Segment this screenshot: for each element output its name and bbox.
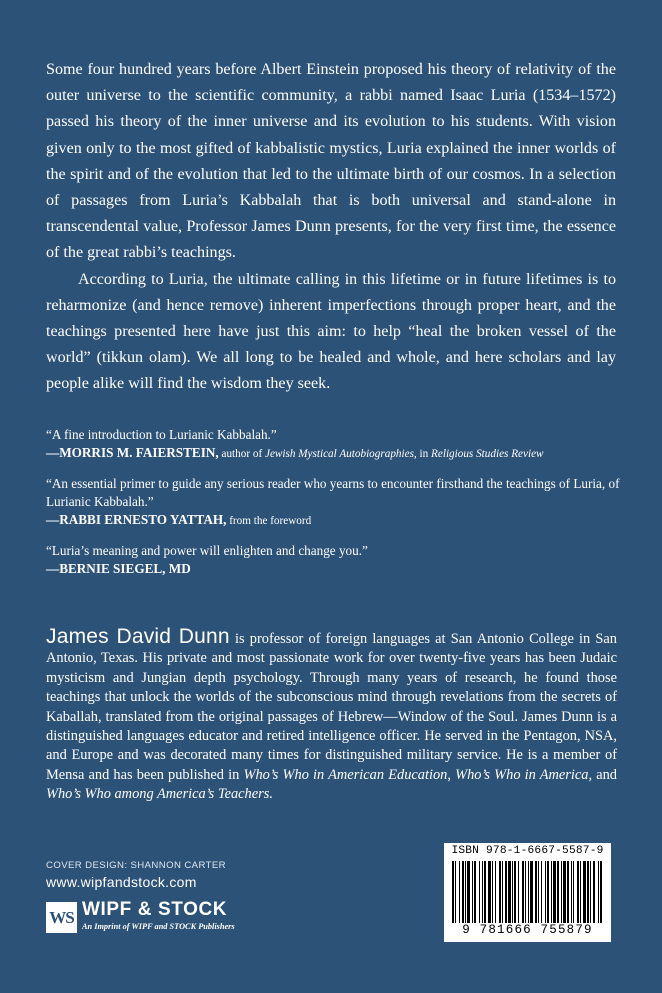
publisher-website[interactable]: www.wipfandstock.com — [46, 874, 197, 890]
book-description — [46, 57, 616, 398]
credits — [46, 860, 346, 890]
endorser-name: —BERNIE SIEGEL, MD — [46, 561, 191, 576]
isbn-number: ISBN 978-1-6667-5587-9 — [451, 845, 604, 857]
barcode-digits: 9 781666 755879 — [446, 923, 609, 937]
endorsement-quote: “A fine introduction to Lurianic Kabbalah.” — [46, 427, 277, 442]
endorsement-attribution — [46, 560, 621, 578]
cover-design-credit: COVER DESIGN: SHANNON CARTER — [46, 860, 227, 871]
endorser-name: —MORRIS M. FAIERSTEIN, — [46, 445, 219, 460]
endorsement-attribution: —MORRIS M. FAIERSTEIN, author of Jewish Mystical Autobiographies, in Religious Studies Review — [46, 445, 544, 460]
description-paragraph-2: According to Luria, the ultimate calling in this lifetime or in future lifetimes is to reharmonize (and hence remove) inherent imperfections through proper heart, and the teachings presented here have just this aim: to help “heal the broken vessel of the world” (tikkun olam). We all long to be healed and whole, and here scholars and lay people alike will find the wisdom they seek. — [46, 270, 616, 393]
endorsement-quote: “Luria’s meaning and power will enlighten and change you.” — [46, 543, 368, 558]
endorsement-yattah — [46, 475, 621, 530]
publisher-imprint: An Imprint of WIPF and STOCK Publishers — [82, 922, 235, 931]
endorsement-faierstein — [46, 426, 621, 463]
endorsement-siegel — [46, 542, 621, 578]
publisher-logo — [46, 899, 306, 938]
endorsements — [46, 426, 621, 590]
isbn-barcode — [444, 843, 611, 942]
author-name: James David Dunn — [46, 625, 230, 648]
endorsement-attribution: —RABBI ERNESTO YATTAH, from the foreword — [46, 512, 312, 527]
endorser-name: —RABBI ERNESTO YATTAH, — [46, 512, 227, 527]
author-bio: James David Dunn is professor of foreign languages at San Antonio College in San Antonio, Texas. His private and most passionate work for over twenty-five years has been Judaic mysticism and Jungian depth psychology. Through many years of research, he found those teachings that unlock the worlds of the subconscious mind through revelations from the secrets of Kaballah, translated from the original passages of Hebrew—Window of the Soul. James Dunn is a distinguished languages educator and retired intelligence officer. He served in the Pentagon, NSA, and Europe and was decorated many times for distinguished military service. He is a member of Mensa and has been published in Who’s Who in American Education, Who’s Who in America, and Who’s Who among America’s Teachers. — [46, 625, 617, 803]
publisher-name: WIPF & STOCK — [82, 899, 228, 920]
endorsement-quote: “An essential primer to guide any serious reader who yearns to encounter firsthand the teachings of Luria, of Lurianic Kabbalah.” — [46, 476, 620, 509]
description-paragraph-1: Some four hundred years before Albert Einstein proposed his theory of relativity of the outer universe to the scientific community, a rabbi named Isaac Luria (1534–1572) passed his theory of the inner universe and its evolution to his students. With vision given only to the most gifted of kabbalistic mystics, Luria explained the inner worlds of the spirit and of the evolution that led to the ultimate birth of our cosmos. In a selection of passages from Luria’s Kabbalah that is both universal and stand-alone in transcendental value, Professor James Dunn presents, for the very first time, the essence of the great rabbi’s teachings. — [46, 61, 616, 262]
barcode-icon — [452, 861, 603, 927]
ws-logo-icon: WS — [46, 902, 77, 933]
